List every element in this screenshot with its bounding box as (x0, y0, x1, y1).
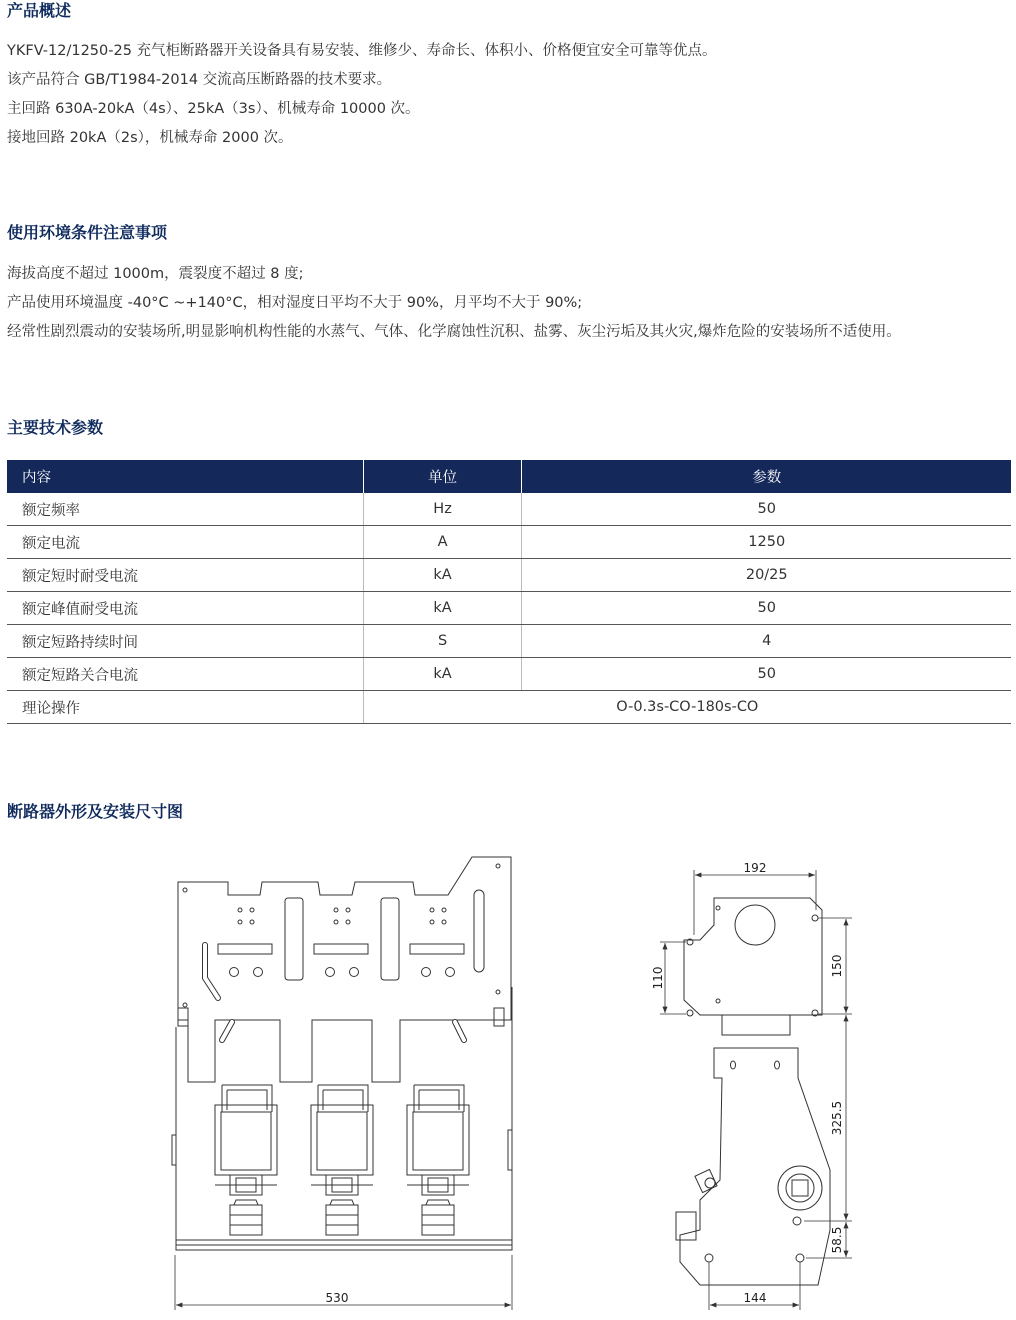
cell-name: 额定短路持续时间 (7, 625, 363, 658)
params-table (7, 460, 1011, 724)
side-view-drawing (660, 870, 852, 1310)
cell-value: 50 (522, 658, 1011, 691)
cell-name: 理论操作 (7, 691, 363, 724)
header-value: 参数 (522, 460, 1011, 493)
environment-text (7, 260, 901, 347)
pole-assembly (215, 1085, 277, 1235)
environment-line: 海拔高度不超过 1000m，震裂度不超过 8 度; (7, 266, 304, 282)
pole-assembly (311, 1085, 373, 1235)
cell-name: 额定频率 (7, 493, 363, 526)
environment-line: 产品使用环境温度 -40°C ~+140°C，相对湿度日平均不大于 90%，月平均不大于 90%; (7, 295, 583, 311)
cell-name: 额定短时耐受电流 (7, 559, 363, 592)
section-title-drawing: 断路器外形及安装尺寸图 (7, 802, 184, 821)
cell-unit: kA (363, 658, 522, 691)
section-title-environment: 使用环境条件注意事项 (7, 223, 168, 242)
dim-side-bottom: 144 (743, 1291, 767, 1305)
overview-line: 该产品符合 GB/T1984-2014 交流高压断路器的技术要求。 (7, 72, 392, 88)
cell-unit: A (363, 526, 522, 559)
header-content: 内容 (7, 460, 363, 493)
overview-line: 接地回路 20kA（2s），机械寿命 2000 次。 (7, 130, 293, 146)
table-header-row (7, 460, 1011, 493)
cell-value: O-0.3s-CO-180s-CO (363, 691, 1011, 724)
cell-unit: Hz (363, 493, 522, 526)
cell-value: 4 (522, 625, 1011, 658)
table-row (7, 526, 1011, 559)
cell-unit: S (363, 625, 522, 658)
pole-assembly (407, 1085, 469, 1235)
section-title-params: 主要技术参数 (7, 418, 104, 437)
overview-line: YKFV-12/1250-25 充气柜断路器开关设备具有易安装、维修少、寿命长、体积小、价格便宜安全可靠等优点。 (7, 43, 717, 59)
overview-text (7, 37, 717, 153)
cell-unit: kA (363, 559, 522, 592)
cell-value: 1250 (522, 526, 1011, 559)
table-row (7, 691, 1011, 724)
section-title-overview: 产品概述 (7, 1, 72, 20)
table-row (7, 658, 1011, 691)
cell-value: 50 (522, 592, 1011, 625)
cell-value: 50 (522, 493, 1011, 526)
cell-value: 20/25 (522, 559, 1011, 592)
dim-side-right-mid: 325.5 (830, 1100, 844, 1136)
environment-line: 经常性剧烈震动的安装场所,明显影响机构性能的水蒸气、气体、化学腐蚀性沉积、盐雾、灰尘污垢及其火灾,爆炸危险的安装场所不适使用。 (7, 324, 901, 340)
cell-unit: kA (363, 592, 522, 625)
front-view-drawing (172, 857, 512, 1310)
table-row (7, 592, 1011, 625)
dim-side-left: 110 (651, 966, 665, 990)
table-row (7, 493, 1011, 526)
header-unit: 单位 (363, 460, 522, 493)
dim-side-right-top: 150 (830, 954, 844, 978)
table-row (7, 559, 1011, 592)
cell-name: 额定电流 (7, 526, 363, 559)
table-row (7, 625, 1011, 658)
dim-side-top: 192 (743, 861, 767, 875)
overview-line: 主回路 630A-20kA（4s）、25kA（3s）、机械寿命 10000 次。 (7, 101, 420, 117)
dim-side-right-low: 58.5 (830, 1226, 844, 1254)
dim-front-width: 530 (325, 1291, 349, 1305)
cell-name: 额定峰值耐受电流 (7, 592, 363, 625)
cell-name: 额定短路关合电流 (7, 658, 363, 691)
